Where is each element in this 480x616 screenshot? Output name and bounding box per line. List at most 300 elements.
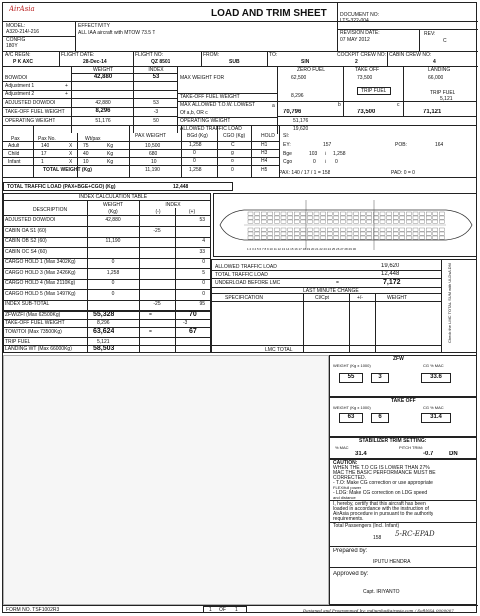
pax-no-adult: 140: [41, 143, 50, 149]
seat: [433, 220, 438, 223]
model-value: A320-214/-216: [6, 29, 40, 35]
seat: [281, 232, 286, 235]
wt-pax-child: 40: [83, 151, 89, 157]
acreg-value: P K AXC: [13, 59, 34, 65]
seat: [334, 236, 339, 239]
seat: [261, 220, 266, 223]
document-no: LTS-322-004: [340, 18, 369, 24]
flight-no-label: FLIGHT NO:: [135, 52, 163, 58]
tow-weight-1: 63: [347, 414, 355, 420]
seat: [406, 220, 411, 223]
seat: [413, 236, 418, 239]
zfw-mac: 33.6: [430, 374, 442, 380]
seat: [413, 232, 418, 235]
seat: [314, 228, 319, 231]
calc-row-desc: CABIN OA S1 (60): [5, 227, 47, 234]
approved-by: Capt. IRIYANTO: [363, 589, 400, 595]
seat: [400, 216, 405, 219]
seat: [439, 212, 444, 215]
seat: [413, 212, 418, 215]
bge-label: Bge: [283, 151, 292, 157]
seat: [261, 216, 266, 219]
underload-label: UNDERLOAD BEFORE LMC: [215, 280, 281, 286]
total-passengers: 158: [373, 535, 382, 541]
lmc-side-note: Check the LMC TOTAL SUM with ULDs/LDM: [447, 263, 452, 343]
zfw-value: 55,328: [93, 311, 115, 318]
seat: [288, 216, 293, 219]
total-traffic-load: 12,448: [173, 184, 189, 190]
seat: [268, 220, 273, 223]
seat: [340, 212, 345, 215]
seat: [380, 232, 385, 235]
ldg-max: 66,000: [428, 75, 444, 81]
calc-row-desc: CARGO HOLD 1 (Max 3402Kg): [5, 259, 76, 265]
page-count: 1: [235, 607, 238, 613]
calc-row-desc: INDEX SUB-TOTAL: [5, 301, 50, 307]
flight-no: QZ 8501: [151, 59, 171, 65]
calc-row-desc: CABIN OB S2 (60): [5, 238, 47, 244]
calc-weight-header: WEIGHT: [103, 202, 123, 208]
lmc-title: LAST MINUTE CHANGE: [303, 288, 359, 294]
seat: [354, 236, 359, 239]
designed-by: Designed and Programmed by: mdjumha@airasia.com / SoftNSA 0000007: [303, 608, 454, 613]
lmc-spec-header: SPECIFICATION: [225, 295, 263, 301]
seat: [406, 232, 411, 235]
seat: [360, 212, 365, 215]
cabin-crew: 4: [433, 59, 436, 65]
takeoff-fuel-label: TAKE-OFF FUEL WEIGHT: [5, 109, 65, 115]
tofw-label: TAKE-OFF FUEL WEIGHT: [5, 320, 65, 326]
seat: [400, 236, 405, 239]
seat: [255, 232, 260, 235]
trip-fuel: TRIP FUEL: [430, 90, 456, 96]
doi-value: 53: [152, 74, 160, 80]
operating-weight-label: OPERATING WEIGHT: [5, 118, 56, 124]
seat: [321, 228, 326, 231]
seat: [248, 220, 253, 223]
si-label: SI:: [283, 133, 290, 139]
seat: [420, 236, 425, 239]
pitch-trim: -0.7: [423, 451, 434, 457]
seat: [340, 232, 345, 235]
seat: [255, 228, 260, 231]
operating-index: 50: [153, 118, 159, 124]
seat: [354, 232, 359, 235]
lmc-total-label: LMC TOTAL: [265, 347, 293, 353]
seat: [400, 232, 405, 235]
seat: [360, 232, 365, 235]
calc-row-desc: CARGO HOLD 4 (Max 2110Kg): [5, 280, 76, 286]
seat: [294, 212, 299, 215]
seat: [301, 232, 306, 235]
total-weight-label: TOTAL WEIGHT (Kg): [43, 167, 92, 173]
seat: [288, 212, 293, 215]
seat: [274, 228, 279, 231]
seat: [380, 216, 385, 219]
calc-row-desc: ADJUSTED DOW/DOI: [5, 217, 56, 223]
seat: [413, 228, 418, 231]
seat: [426, 228, 431, 231]
operating-weight: 51,176: [95, 118, 111, 124]
approved-by-label: Approved by:: [333, 571, 369, 577]
revision-date: 07 MAY 2012: [340, 37, 370, 43]
seat: [406, 236, 411, 239]
calc-row-plus: 95: [199, 301, 205, 307]
seat: [307, 220, 312, 223]
takeoff-fuel: 8,296: [95, 108, 111, 114]
seat: [255, 220, 260, 223]
seat: [360, 220, 365, 223]
calc-row-plus: 0: [202, 290, 205, 297]
seat: [327, 212, 332, 215]
seat: [301, 236, 306, 239]
tow-label: TOW/TOI (Max 73500Kg): [5, 329, 62, 335]
max-allowed-tow: 70,796: [283, 109, 302, 115]
of-abc-label: Of a,b, OR c: [180, 110, 208, 116]
ey-label: EY:: [283, 142, 291, 148]
ey-value: 157: [323, 142, 332, 148]
bow-value: 42,880: [93, 74, 113, 80]
seat: [387, 216, 392, 219]
seat: [314, 220, 319, 223]
seat: [387, 232, 392, 235]
seat: [294, 216, 299, 219]
seat: [347, 220, 352, 223]
seat: [288, 232, 293, 235]
trip-fuel-value: 5,121: [440, 96, 453, 102]
adjustment-2-label: Adjustment 2: [5, 91, 35, 97]
seat: [354, 220, 359, 223]
seat: [248, 228, 253, 231]
prepared-by: IPUTU HENDRA: [373, 559, 411, 565]
pax-weight-col-header: PAX WEIGHT: [135, 133, 167, 139]
calc-desc-header: DESCRIPTION: [33, 207, 68, 213]
seat: [281, 220, 286, 223]
stab-trim-mac: 31.4: [355, 451, 367, 457]
form-no: FORM NO. TSF1002R3: [6, 607, 60, 613]
seat: [334, 216, 339, 219]
pax-type-child: Child: [8, 151, 20, 157]
seat: [268, 212, 273, 215]
bgd-col-header: BGd (Kg): [187, 133, 208, 139]
seat: [327, 220, 332, 223]
zfw-index: 70: [189, 311, 197, 318]
seat: [360, 236, 365, 239]
seat: [268, 232, 273, 235]
zfw-box-title: ZFW: [393, 356, 404, 362]
seat: [354, 228, 359, 231]
calc-row-weight: 0: [111, 280, 115, 286]
seat: [327, 228, 332, 231]
rev-value: C: [443, 38, 447, 44]
seat: [400, 220, 405, 223]
seat: [367, 216, 372, 219]
ttl-label: TOTAL TRAFFIC LOAD: [215, 272, 268, 278]
pad-summary: PAD: 0 = 0: [391, 170, 415, 176]
seat: [426, 212, 431, 215]
seat: [294, 236, 299, 239]
cockpit-crew: 2: [355, 59, 358, 65]
page-number: 1: [209, 607, 212, 613]
seat: [380, 228, 385, 231]
wt-pax-col-header: Wt/pax: [85, 136, 101, 142]
trim-graph-area: [3, 355, 329, 605]
seat: [347, 236, 352, 239]
seat: [433, 232, 438, 235]
seat: [288, 228, 293, 231]
calc-row-weight: 42,880: [105, 217, 121, 223]
seat: [248, 232, 253, 235]
seat: [327, 216, 332, 219]
seat: [367, 212, 372, 215]
prepared-by-label: Prepared by:: [333, 548, 368, 554]
adjusted-dow-label: ADJUSTED DOW/DOI: [5, 100, 56, 106]
pax-no-infant: 1: [41, 159, 44, 165]
calc-row-weight: 0: [111, 290, 115, 297]
landing-weight-label: LANDING WT (Max 66000Kg): [5, 346, 72, 352]
max-opw: 51,176: [293, 118, 309, 124]
document-no-label: DOCUMENT NO:: [340, 12, 380, 18]
seat: [255, 236, 260, 239]
seat: [301, 212, 306, 215]
calc-row-plus: 0: [202, 259, 205, 265]
seat: [354, 216, 359, 219]
landing-weight: 58,503: [93, 345, 115, 352]
seat: [301, 228, 306, 231]
seat: [387, 212, 392, 215]
seat: [347, 232, 352, 235]
seat: [400, 228, 405, 231]
seat: [314, 236, 319, 239]
ldg-col-header: LANDING: [428, 67, 451, 73]
seat: [380, 236, 385, 239]
seat: [314, 216, 319, 219]
seat: [433, 236, 438, 239]
seat: [406, 212, 411, 215]
tofw-value: 8,296: [97, 320, 110, 326]
caution-title: CAUTION:: [333, 460, 358, 466]
seat: [294, 232, 299, 235]
seat: [307, 216, 312, 219]
zfw-col-header: ZERO FUEL: [296, 67, 326, 73]
seat: [413, 216, 418, 219]
seat: [274, 232, 279, 235]
wt-pax-adult: 75: [83, 143, 89, 149]
seat: [334, 228, 339, 231]
max-allowed-tow-label: MAX ALLOWED T.O.W. LOWEST: [180, 102, 256, 108]
seat: [288, 220, 293, 223]
seat: [261, 212, 266, 215]
seat: [360, 216, 365, 219]
pob-value: 164: [435, 142, 444, 148]
seat: [367, 236, 372, 239]
seat: [274, 216, 279, 219]
seat: [426, 220, 431, 223]
handwritten-signature: 5-RC-EPAD: [395, 530, 435, 538]
bow-label: BOW/DOI: [5, 75, 28, 81]
adjustment-1-label: Adjustment 1: [5, 83, 35, 89]
seat: [420, 228, 425, 231]
calc-row-plus: 0: [202, 280, 205, 286]
flight-date-label: FLIGHT DATE:: [61, 52, 95, 58]
seat: [281, 216, 286, 219]
calc-row-minus: -25: [153, 227, 161, 234]
seat: [327, 232, 332, 235]
calc-row-weight: 0: [111, 259, 115, 265]
tow-mac: 31.4: [430, 414, 442, 420]
total-passengers-label: Total Passengers (Incl. Infant): [333, 523, 400, 529]
calc-row-plus: 5: [202, 269, 205, 276]
zfw-label: ZFW/ZFI (Max 62500Kg): [5, 312, 61, 318]
cockpit-crew-label: COCKPIT CREW NO:: [337, 52, 387, 58]
zfw-max: 62,500: [291, 75, 307, 81]
seat: [314, 212, 319, 215]
adjusted-dow: 42,880: [95, 100, 111, 106]
seat: [321, 232, 326, 235]
tofw-index: -3: [183, 320, 188, 326]
ttl-value: 12,448: [381, 271, 400, 277]
tof-col-header: TAKE OFF: [355, 67, 380, 73]
calc-row-plus: 4: [202, 238, 205, 244]
pax-type-infant: Infant: [8, 159, 21, 165]
seat: [367, 228, 372, 231]
seat: [400, 212, 405, 215]
seat: [268, 228, 273, 231]
seat: [261, 236, 266, 239]
seat: [307, 232, 312, 235]
seat: [393, 232, 398, 235]
effectivity-value: ALL IAA aircraft with MTOW 73.5 T: [78, 30, 156, 36]
seat: [433, 212, 438, 215]
ldg-max-2: 71,121: [423, 109, 442, 115]
seat: [321, 220, 326, 223]
from-value: SUB: [229, 59, 240, 65]
underload-value: 7,172: [383, 279, 401, 286]
airasia-logo: AirAsia: [9, 5, 35, 13]
pax-col-header: Pax: [11, 136, 20, 142]
tow-index: 67: [189, 328, 197, 335]
weight-col-header: WEIGHT: [93, 67, 113, 73]
seat: [420, 220, 425, 223]
seat-row-numbers: 1 2 3 4 5 6 7 8 9 10 11 12 13 14 15 16 17 18 19 20 21 22 23 24 25 26 27 28 29 30: [247, 247, 357, 251]
cgo-label: Cgo: [283, 159, 293, 165]
seat: [340, 220, 345, 223]
seat: [281, 228, 286, 231]
calc-row-weight: 1,258: [106, 269, 120, 276]
seat: [426, 236, 431, 239]
seat: [274, 220, 279, 223]
seat: [261, 228, 266, 231]
calc-row-desc: CARGO HOLD 3 (Max 2426Kg): [5, 269, 76, 276]
lmc-weight-header: WEIGHT: [387, 295, 407, 301]
seat: [380, 220, 385, 223]
seat: [439, 216, 444, 219]
calc-row-plus: 33: [199, 248, 205, 255]
seat: [433, 228, 438, 231]
page-title: LOAD AND TRIM SHEET: [211, 8, 327, 19]
seat: [406, 216, 411, 219]
seat: [439, 236, 444, 239]
seat: [334, 220, 339, 223]
seat: [439, 232, 444, 235]
seat: [288, 236, 293, 239]
seat: [420, 232, 425, 235]
revision-date-label: REVISION DATE:: [340, 30, 380, 36]
seat: [255, 212, 260, 215]
to-label: TO:: [269, 52, 278, 58]
seat: [274, 236, 279, 239]
seat: [255, 216, 260, 219]
cabin-crew-label: CABIN CREW NO:: [389, 52, 432, 58]
seat: [294, 220, 299, 223]
atl-value: 19,620: [381, 263, 400, 269]
seat: [327, 236, 332, 239]
acreg-label: A/C REGN:: [5, 52, 31, 58]
seat: [301, 216, 306, 219]
model-label: MODEL:: [6, 23, 26, 29]
calc-row-plus: 53: [199, 217, 205, 223]
seat: [360, 228, 365, 231]
seat: [307, 212, 312, 215]
lmc-pm-header: +/-: [357, 295, 363, 301]
effectivity-label: EFFECTIVITY: [78, 23, 110, 29]
seat: [387, 236, 392, 239]
seat: [393, 228, 398, 231]
trip-fuel-calc-label: TRIP FUEL: [5, 339, 31, 345]
seat: [334, 232, 339, 235]
pax-no-col-header: Pax No.: [38, 136, 56, 142]
max-weight-for: MAX WEIGHT FOR: [180, 75, 225, 81]
seat: [347, 216, 352, 219]
seat: [347, 212, 352, 215]
cgo-total: 0: [231, 167, 234, 173]
seat: [354, 212, 359, 215]
total-traffic-load-label: TOTAL TRAFFIC LOAD (PAX+BGE+CGO) (Kg): [7, 184, 116, 190]
trip-fuel-value-top: 8,296: [291, 93, 304, 99]
seat: [433, 216, 438, 219]
pax-no-child: 17: [41, 151, 47, 157]
config-label: CONFIG: [6, 37, 26, 43]
seat: [294, 228, 299, 231]
flight-date: 28-Dec-14: [83, 59, 107, 65]
seat: [248, 216, 253, 219]
seat: [413, 220, 418, 223]
seat: [307, 228, 312, 231]
load-trim-sheet: AirAsia LOAD AND TRIM SHEET MODEL: A320-214/-216 CONFIG 180Y EFFECTIVITY ALL IAA aircraft with MTOW 73.5 T DOCUMENT NO: LTS-322-004 REVISION DATE: 07 MAY 2012 REV: C A/C REGN: P K AXC FLIGHT DATE: 28-Dec-14 FLIGHT NO: QZ 8501 FROM: SUB TO: SIN COCKPIT CREW NO: 2 CABIN CREW NO: 4 WEIGHT INDEX BOW/DOI 42,880 53 Adjustment 1 + Adjustment 2 + ADJUSTED DOW/DOI 42,880 53 TAKE-OFF FUEL WEIGHT 8,296 -3 OPERATING WEIGHT 51,176 50 MAX WEIGHT FOR TAKE-OFF FUEL WEIGHT MAX ALLOWED T.O.W. LOWEST Of a,b, OR c OPERATING WEIGHT ALLOWED TRAFFIC LOAD ZERO FUEL 62,500 8,296 a 70,796 51,176 19,620 TAKE OFF 73,500 TRIP FUEL b 73,500 LANDING 66,000 TRIP FUEL 5,121 c 71,121 Pax Pax No. Wt/pax PAX WEIGHT BGd (Kg) CGO (Kg) HOLD SI: Adult 140 X 75 Kg 10,500 Child 17 X 40 Kg 680 Infant 1 X 10 Kg 10 TOTAL WEIGHT (Kg) 11,190 1,258 0 0 1,258 C g o 0 H1 H3 H4 H5 EY: 157 POB: 164 Bge 103 / 1,258 Cgo 0 / 0 PAX: 140 / 17 / 1 = 158 PAD: 0 = 0 TOTAL TRAFFIC LOAD (PAX+BGE+CGO) (Kg) 12,448 INDEX CALCULATION TABLE DESCRIPTION WEIGHT (Kg) INDEX (-) (+) ZFW/ZFI (Max 62500Kg) 55,328 = 70 TAKE-OFF FUEL WEIGHT 8,296 -3 TOW/TOI (Max 73500Kg) 63,624 = 67 TRIP FUEL 5,121 LANDING WT (Max 66000Kg) 58,503 1 2 3 4 5 6 7 8 9 10 11 12 13 14 15 16 17 18 19 20 21 22 23 24 25 26 27 28 29 30 ALLOWED TRAFFIC LOAD 19,620 TOTAL TRAFFIC LOAD 12,448 UNDERLOAD BEFORE LMC 7,172 = LAST MINUTE CHANGE SPECIFICATION Cl/Cpt +/- WEIGHT LMC TOTAL Check the LMC TOTAL SUM with ULDs/LDM ZFW WEIGHT (Kg x 1000) CG % MAC 55 3 33.6 TAKE OFF WEIGHT (Kg x 1000) CG % MAC 63 6 31.4 STABILIZER TRIM SETTING: % MAC PITCH TRIM: 31.4 -0.7 DN CAUTION: WHEN THE T.O CG IS LOWER THAN 27% MAC THE BASIC PERFORMANCE MUST BE CORRECTED. - T.O: Make CG correction or use appropriate FLEX/full power - LDG: Make CG correction on LDG speed and distance I, hereby, certify that this aircraft has been loaded in accordance with the instruction of AirAsia procedure in pursuant to the authority requirements. Total Passengers (Incl. Infant) 158 5-RC-EPAD Prepared by: IPUTU HENDRA Approved by: Capt. IRIYANTO FORM NO. TSF1002R3 1 OF 1 Designed and Programmed by: mdjumha@airasia.com / SoftNSA 0000007 ADJUSTED DOW/DOI 42,880 53 CABIN OA S1 (60) -25 CABIN OB S2 (60) 11,190 4 CABIN OC S4 (60) 33 CARGO HOLD 1 (Max 3402Kg) 0 0 CARGO HOLD 3 (Max 2426Kg) 1,258 5 CARGO HOLD 4 (Max 2110Kg) 0 0 CARGO HOLD 5 (Max 1497Kg) 0 0 INDEX SUB-TOTAL -25 95: [2, 2, 477, 613]
calc-index-header: INDEX: [165, 202, 181, 208]
calc-row-desc: CABIN OC S4 (60): [5, 248, 47, 255]
trip-fuel-calc: 5,121: [97, 339, 110, 345]
seat: [393, 220, 398, 223]
seat: [268, 236, 273, 239]
seat: [340, 228, 345, 231]
index-col-header: INDEX: [148, 67, 164, 73]
from-label: FROM:: [203, 52, 220, 58]
lmc-clcpt-header: Cl/Cpt: [315, 295, 329, 301]
seat: [406, 228, 411, 231]
seat: [387, 228, 392, 231]
allowed-traffic-load: 19,620: [293, 126, 309, 132]
seat: [420, 212, 425, 215]
seat: [387, 220, 392, 223]
seat: [321, 236, 326, 239]
seat: [439, 228, 444, 231]
seat: [321, 216, 326, 219]
max-opw-label: OPERATING WEIGHT: [180, 118, 231, 124]
tow-box-title: TAKE OFF: [391, 398, 416, 404]
calc-row-desc: CARGO HOLD 5 (Max 1497Kg): [5, 290, 76, 297]
seat: [340, 216, 345, 219]
